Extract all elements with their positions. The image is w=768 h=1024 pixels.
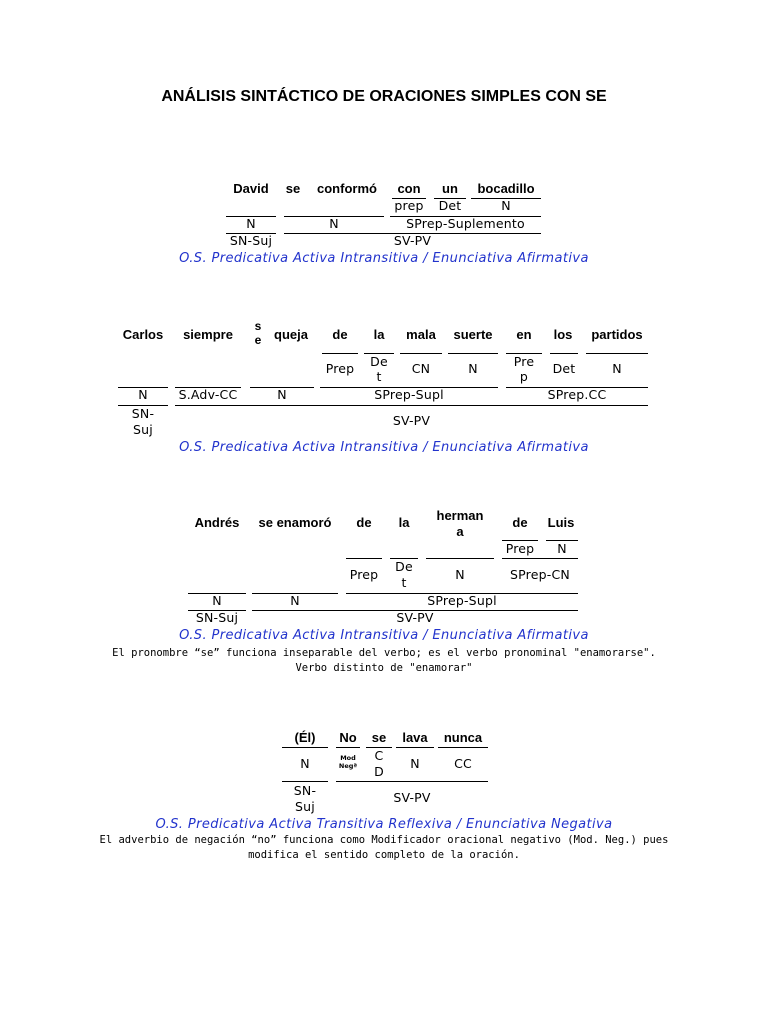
underline bbox=[502, 558, 578, 559]
constituent-label: SN-Suj bbox=[195, 610, 239, 625]
function-label: N bbox=[468, 361, 478, 376]
constituent-label: SN- Suj bbox=[131, 406, 155, 437]
word: herman a bbox=[436, 508, 484, 539]
word: en bbox=[516, 327, 532, 342]
function-label: N bbox=[557, 541, 567, 556]
function-label: CC bbox=[454, 756, 472, 771]
function-label: N bbox=[300, 756, 310, 771]
word: Andrés bbox=[194, 515, 240, 530]
classification: O.S. Predicativa Activa Transitiva Reflexiva / Enunciativa Negativa bbox=[155, 817, 613, 832]
phrase-label: N bbox=[277, 387, 287, 402]
function-label: Det bbox=[552, 361, 576, 376]
underline bbox=[336, 781, 488, 782]
phrase-label: N bbox=[246, 216, 256, 231]
explanatory-note: El adverbio de negación “no” funciona como Modificador oracional negativo (Mod. Neg.) pues modifica el sentido completo de la oración. bbox=[99, 834, 669, 861]
word: siempre bbox=[183, 327, 233, 342]
underline bbox=[346, 558, 382, 559]
classification: O.S. Predicativa Activa Intransitiva / Enunciativa Afirmativa bbox=[179, 628, 589, 643]
word: conformó bbox=[317, 181, 377, 196]
function-label: N bbox=[612, 361, 622, 376]
word: No bbox=[339, 730, 357, 745]
constituent-label: SN- Suj bbox=[293, 783, 317, 814]
word: los bbox=[553, 327, 573, 342]
function-label: Prep bbox=[505, 541, 535, 556]
word: partidos bbox=[591, 327, 643, 342]
underline bbox=[400, 353, 442, 354]
constituent-label: SV-PV bbox=[396, 610, 434, 625]
phrase-label: SPrep.CC bbox=[547, 387, 607, 402]
word: queja bbox=[274, 327, 308, 342]
phrase-label: N bbox=[329, 216, 339, 231]
word: la bbox=[373, 327, 385, 342]
constituent-label: SV-PV bbox=[392, 413, 431, 428]
constituent-label: SN-Suj bbox=[229, 233, 273, 248]
phrase-label: SPrep-Suplemento bbox=[406, 216, 525, 231]
function-label: Pre p bbox=[513, 354, 535, 384]
phrase-label: S.Adv-CC bbox=[178, 387, 238, 402]
page-title: ANÁLISIS SINTÁCTICO DE ORACIONES SIMPLES CON SE bbox=[161, 88, 607, 105]
function-label: De t bbox=[395, 559, 413, 590]
underline bbox=[175, 405, 648, 406]
word: Carlos bbox=[122, 327, 164, 342]
word: bocadillo bbox=[477, 181, 535, 196]
underline bbox=[426, 558, 494, 559]
underline bbox=[550, 353, 578, 354]
constituent-label: SV-PV bbox=[393, 790, 431, 805]
underline bbox=[282, 781, 328, 782]
word: la bbox=[398, 515, 410, 530]
word: de bbox=[356, 515, 372, 530]
underline bbox=[448, 353, 498, 354]
word: mala bbox=[406, 327, 436, 342]
function-label: De t bbox=[370, 354, 388, 384]
function-label: Det bbox=[438, 198, 462, 213]
phrase-label: SPrep-Supl bbox=[427, 593, 497, 608]
word: se bbox=[285, 181, 301, 196]
phrase-label: N bbox=[138, 387, 148, 402]
underline bbox=[322, 353, 358, 354]
word: David bbox=[233, 181, 269, 196]
word: nunca bbox=[443, 730, 483, 745]
constituent-label: SV-PV bbox=[393, 233, 432, 248]
word: Luis bbox=[547, 515, 575, 530]
function-label: N bbox=[455, 567, 465, 582]
word: con bbox=[397, 181, 421, 196]
function-label: Prep bbox=[325, 361, 355, 376]
function-label: N bbox=[501, 198, 511, 213]
underline bbox=[336, 747, 360, 748]
function-label: prep bbox=[394, 198, 424, 213]
word: de bbox=[512, 515, 528, 530]
word: (Él) bbox=[294, 730, 316, 745]
word: un bbox=[442, 181, 458, 196]
function-label: C D bbox=[374, 748, 384, 779]
underline bbox=[438, 747, 488, 748]
word: se bbox=[371, 730, 387, 745]
function-label: N bbox=[410, 756, 420, 771]
underline bbox=[282, 747, 328, 748]
phrase-label: SPrep-Supl bbox=[374, 387, 444, 402]
explanatory-note: El pronombre “se” funciona inseparable del verbo; es el verbo pronominal "enamorarse". Verbo distinto de "enamorar" bbox=[112, 647, 656, 674]
word: lava bbox=[402, 730, 428, 745]
underline bbox=[396, 747, 434, 748]
function-label: Prep bbox=[349, 567, 379, 582]
function-label: SPrep-CN bbox=[510, 567, 570, 582]
classification: O.S. Predicativa Activa Intransitiva / Enunciativa Afirmativa bbox=[179, 251, 589, 266]
word: suerte bbox=[453, 327, 493, 342]
underline bbox=[586, 353, 648, 354]
phrase-label: N bbox=[290, 593, 300, 608]
classification: O.S. Predicativa Activa Intransitiva / Enunciativa Afirmativa bbox=[179, 440, 589, 455]
function-label: Mod Negª bbox=[338, 754, 358, 770]
function-label: CN bbox=[411, 361, 431, 376]
word: de bbox=[332, 327, 348, 342]
word: se enamoró bbox=[258, 515, 332, 530]
word: s e bbox=[254, 319, 262, 347]
phrase-label: N bbox=[212, 593, 222, 608]
